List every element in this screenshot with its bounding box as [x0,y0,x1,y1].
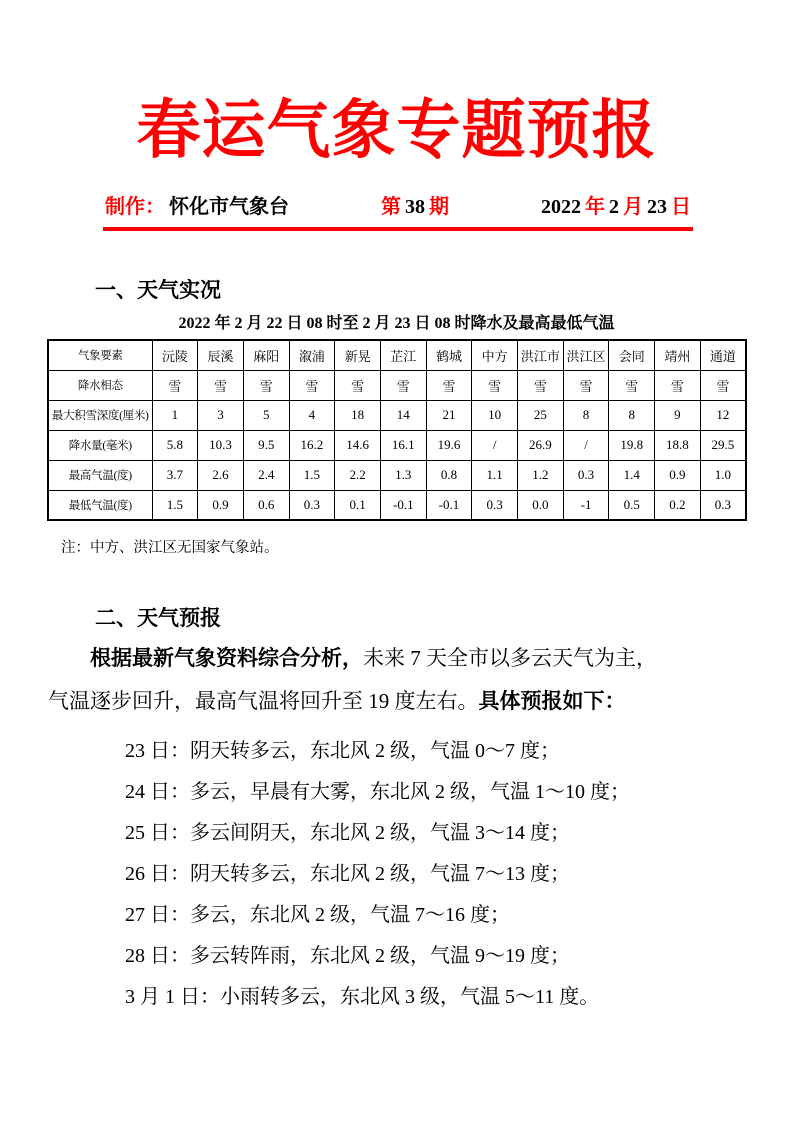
table-row-precip-amount [48,430,746,460]
forecast-line: 25 日：多云间阴天，东北风 2 级，气温 3～14 度； [125,822,570,844]
forecast-line: 23 日：阴天转多云，东北风 2 级，气温 0～7 度； [125,740,560,762]
table-cell: / [472,430,518,460]
table-cell: 8 [609,400,655,430]
table-row-min-temp [48,490,746,520]
table-cell: 0.3 [700,490,746,520]
table-cell: 0.1 [335,490,381,520]
table-cell: 0.2 [655,490,701,520]
table-header-cell: 通道 [700,340,746,370]
table-header-cell: 麻阳 [243,340,289,370]
forecast-line: 27 日：多云，东北风 2 级，气温 7～16 度； [125,904,510,926]
table-header-cell: 芷江 [380,340,426,370]
table-cell: 16.1 [380,430,426,460]
table-cell: 雪 [700,370,746,400]
producer-label: 制作： [105,196,165,218]
table-cell: 3.7 [152,460,198,490]
table-row-precip-phase [48,370,746,400]
daily-forecast-list [125,731,793,1018]
issue-date [539,193,693,221]
summary-line2-bold: 具体预报如下： [478,689,626,713]
table-cell: 18.8 [655,430,701,460]
table-cell: 1 [152,400,198,430]
table-cell: 29.5 [700,430,746,460]
table-cell: 2.6 [198,460,244,490]
table-cell: 0.3 [289,490,335,520]
table-row-label: 最大积雪深度(厘米) [48,400,152,430]
table-header-row [48,340,746,370]
issue-value: 38 [405,196,425,218]
section2-heading: 二、天气预报 [95,606,221,630]
table-cell: 21 [426,400,472,430]
table-cell: 19.8 [609,430,655,460]
table-cell: 4 [289,400,335,430]
table-title: 2022 年 2 月 22 日 08 时至 2 月 23 日 08 时降水及最高最低气温 [178,315,615,332]
table-cell: 9.5 [243,430,289,460]
table-footnote: 注：中方、洪江区无国家气象站。 [61,540,279,556]
table-cell: 雪 [426,370,472,400]
table-header-cell: 沅陵 [152,340,198,370]
table-cell: 0.8 [426,460,472,490]
table-header-cell: 靖州 [655,340,701,370]
table-cell: 1.4 [609,460,655,490]
table-row-label: 最低气温(度) [48,490,152,520]
table-cell: 12 [700,400,746,430]
table-cell: -1 [563,490,609,520]
table-cell: 5.8 [152,430,198,460]
date-year-unit: 年 [585,196,605,218]
forecast-line: 3 月 1 日：小雨转多云，东北风 3 级，气温 5～11 度。 [125,986,600,1008]
issue-number [379,193,451,221]
issue-suffix: 期 [429,196,449,218]
table-cell: 1.1 [472,460,518,490]
weather-observation-table [47,339,747,521]
red-divider-rule [103,227,693,231]
table-cell: 14.6 [335,430,381,460]
table-cell: 18 [335,400,381,430]
table-row-max-temp [48,460,746,490]
producer [103,193,291,221]
table-cell: 0.9 [655,460,701,490]
table-cell: 1.2 [518,460,564,490]
table-header-cell: 洪江区 [563,340,609,370]
table-cell: 雪 [152,370,198,400]
summary-line-2 [48,680,688,723]
table-cell: 2.4 [243,460,289,490]
date-month-unit: 月 [623,196,643,218]
table-cell: 雪 [289,370,335,400]
table-cell: / [563,430,609,460]
table-header-cell: 会同 [609,340,655,370]
table-cell: 雪 [243,370,289,400]
table-header-cell: 辰溪 [198,340,244,370]
table-header-cell: 中方 [472,340,518,370]
table-cell: 雪 [609,370,655,400]
date-month: 2 [609,196,619,218]
table-cell: 14 [380,400,426,430]
table-header-cell: 洪江市 [518,340,564,370]
table-cell: 19.6 [426,430,472,460]
table-cell: 0.0 [518,490,564,520]
table-cell: 雪 [472,370,518,400]
summary-lead-bold: 根据最新气象资料综合分析， [90,646,363,670]
date-day-unit: 日 [671,196,691,218]
summary-lead-text: 未来 7 天全市以多云天气为主， [363,646,657,670]
forecast-line: 26 日：阴天转多云，东北风 2 级，气温 7～13 度； [125,863,570,885]
table-cell: -0.1 [426,490,472,520]
table-header-cell: 气象要素 [48,340,152,370]
table-cell: 25 [518,400,564,430]
forecast-line: 28 日：多云转阵雨，东北风 2 级，气温 9～19 度； [125,945,570,967]
table-header-cell: 鹤城 [426,340,472,370]
table-cell: 10 [472,400,518,430]
table-cell: 0.5 [609,490,655,520]
table-row-label: 降水量(毫米) [48,430,152,460]
table-cell: 1.3 [380,460,426,490]
masthead [103,193,693,221]
table-cell: 雪 [198,370,244,400]
table-cell: 8 [563,400,609,430]
table-cell: 1.0 [700,460,746,490]
table-header-cell: 新晃 [335,340,381,370]
table-cell: 雪 [518,370,564,400]
table-cell: 3 [198,400,244,430]
summary-line2-text: 气温逐步回升，最高气温将回升至 19 度左右。 [48,689,479,713]
forecast-line: 24 日：多云，早晨有大雾，东北风 2 级，气温 1～10 度； [125,781,630,803]
forecast-summary-paragraph [48,637,688,723]
producer-value: 怀化市气象台 [169,196,289,218]
table-row-label: 最高气温(度) [48,460,152,490]
table-cell: 9 [655,400,701,430]
table-cell: 26.9 [518,430,564,460]
table-row-label: 降水相态 [48,370,152,400]
issue-prefix: 第 [381,196,401,218]
table-cell: 1.5 [289,460,335,490]
table-cell: 10.3 [198,430,244,460]
table-cell: 0.9 [198,490,244,520]
table-cell: 16.2 [289,430,335,460]
table-cell: 雪 [563,370,609,400]
document-title: 春运气象专题预报 [136,95,657,166]
table-cell: 2.2 [335,460,381,490]
table-cell: 雪 [335,370,381,400]
table-cell: -0.1 [380,490,426,520]
table-row-snow-depth [48,400,746,430]
table-cell: 0.6 [243,490,289,520]
table-cell: 雪 [380,370,426,400]
table-cell: 雪 [655,370,701,400]
section1-heading: 一、天气实况 [95,278,221,302]
summary-line-1 [48,637,688,680]
table-cell: 0.3 [563,460,609,490]
date-year: 2022 [541,196,581,218]
table-cell: 1.5 [152,490,198,520]
table-cell: 5 [243,400,289,430]
table-header-cell: 溆浦 [289,340,335,370]
table-cell: 0.3 [472,490,518,520]
date-day: 23 [647,196,667,218]
